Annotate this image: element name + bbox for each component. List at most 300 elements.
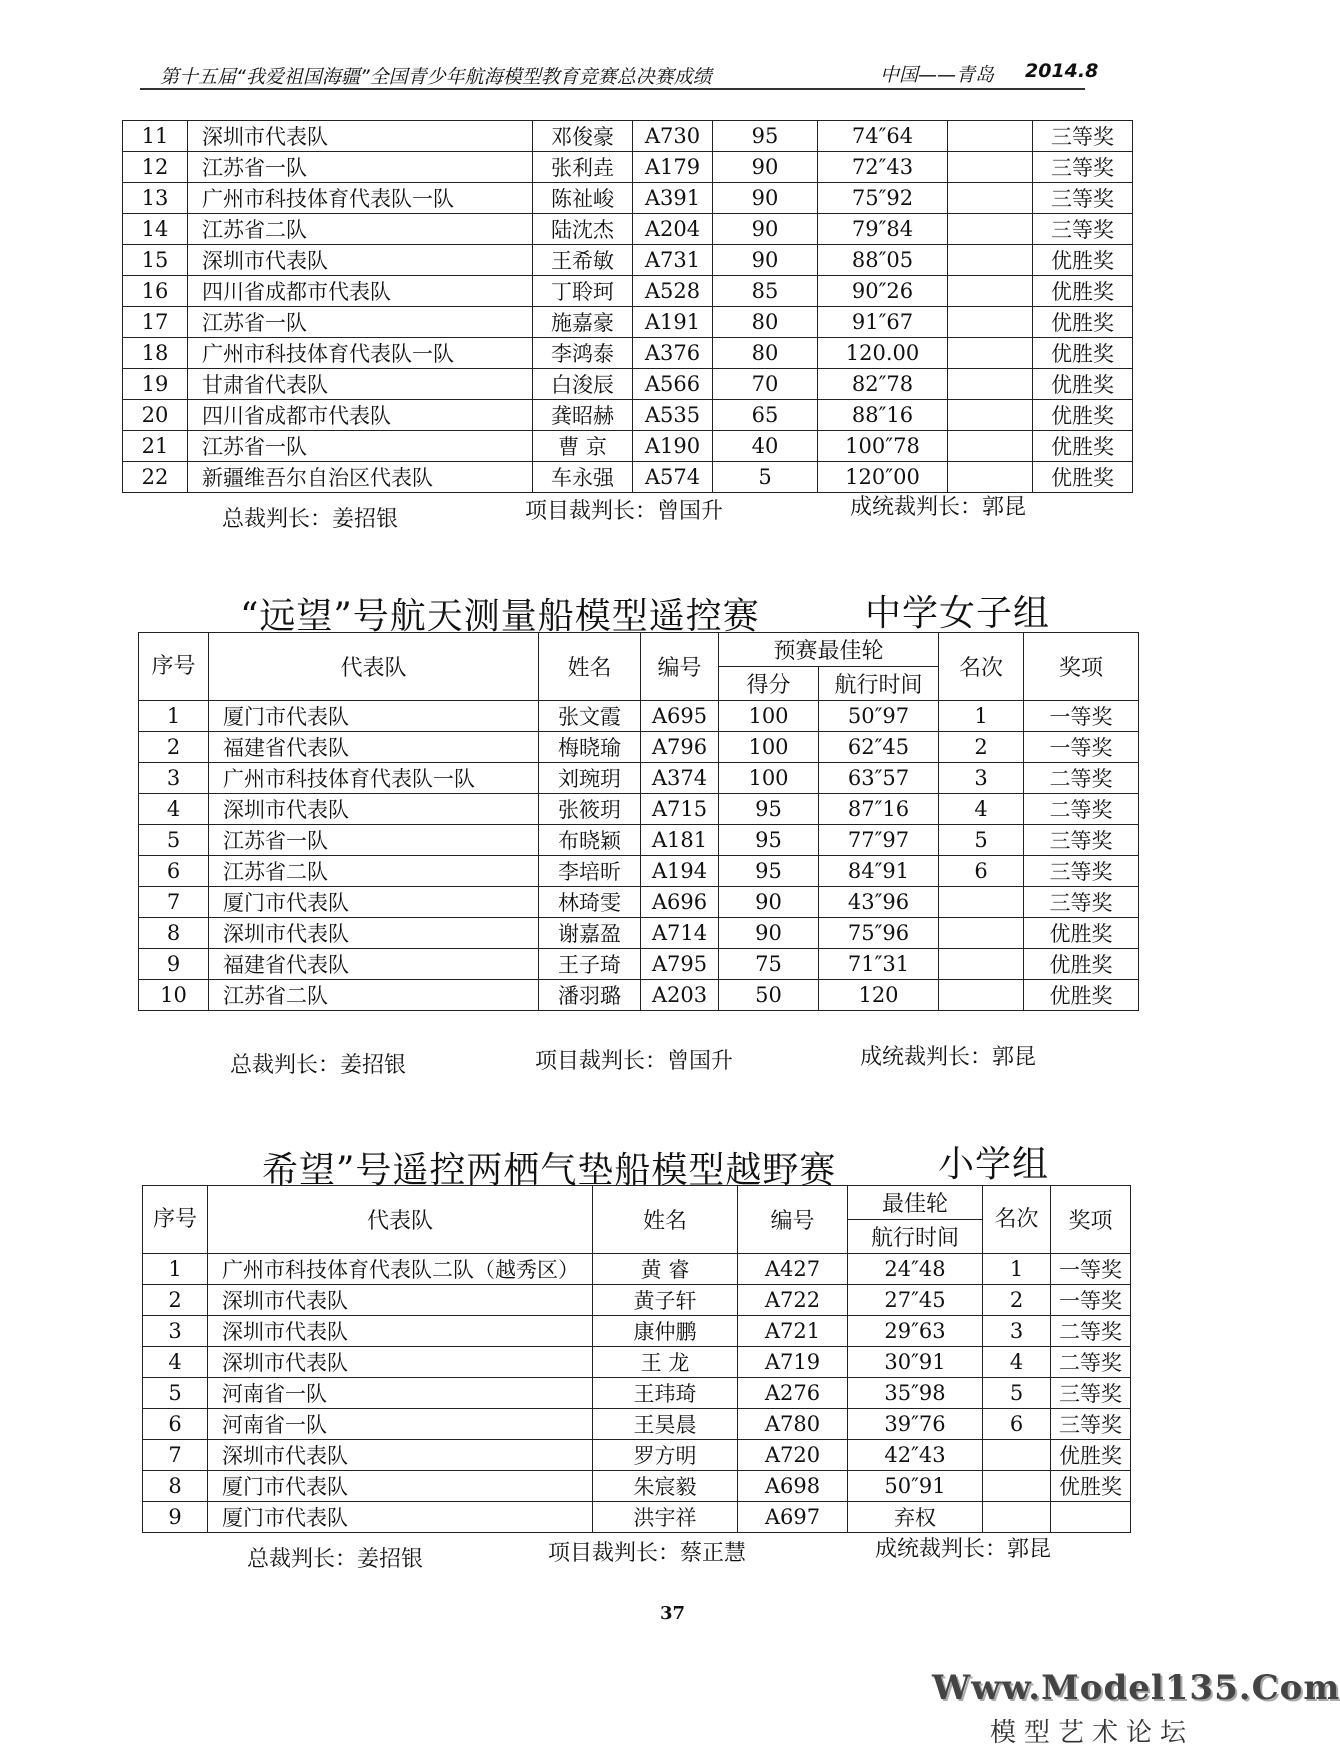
cell-no: 8 [139, 918, 209, 949]
page-number: 37 [660, 1603, 686, 1624]
cell-name: 邓俊豪 [533, 121, 633, 152]
cell-award: 优胜奖 [1051, 1471, 1131, 1502]
cell-id: A374 [641, 763, 719, 794]
t3-header-id: 编号 [738, 1186, 848, 1254]
cell-team: 河南省一队 [208, 1409, 593, 1440]
cell-id: A391 [633, 183, 713, 214]
cell-score: 95 [713, 121, 818, 152]
cell-rank [948, 400, 1033, 431]
cell-award: 二等奖 [1024, 763, 1139, 794]
cell-award: 二等奖 [1051, 1316, 1131, 1347]
cell-name: 王昊晨 [593, 1409, 738, 1440]
cell-score: 65 [713, 400, 818, 431]
cell-no: 2 [143, 1285, 208, 1316]
cell-award: 三等奖 [1033, 152, 1133, 183]
cell-time: 82″78 [818, 369, 948, 400]
table-row [143, 1471, 1131, 1502]
table-row [143, 1316, 1131, 1347]
cell-award: 优胜奖 [1033, 245, 1133, 276]
cell-rank [983, 1502, 1051, 1533]
cell-id: A181 [641, 825, 719, 856]
cell-award: 三等奖 [1033, 183, 1133, 214]
table-row [139, 918, 1139, 949]
cell-name: 施嘉豪 [533, 307, 633, 338]
cell-id: A780 [738, 1409, 848, 1440]
cell-award: 一等奖 [1051, 1285, 1131, 1316]
cell-time: 75″96 [819, 918, 939, 949]
cell-id: A697 [738, 1502, 848, 1533]
section2-group: 中学女子组 [865, 593, 1051, 634]
cell-rank [939, 980, 1024, 1011]
cell-no: 14 [123, 214, 188, 245]
cell-no: 1 [143, 1254, 208, 1285]
cell-rank: 1 [983, 1254, 1051, 1285]
cell-name: 梅晓瑜 [539, 732, 641, 763]
cell-time: 62″45 [819, 732, 939, 763]
cell-score: 90 [713, 245, 818, 276]
cell-id: A719 [738, 1347, 848, 1378]
cell-time: 39″76 [848, 1409, 983, 1440]
cell-name: 布晓颖 [539, 825, 641, 856]
cell-no: 3 [143, 1316, 208, 1347]
cell-id: A574 [633, 462, 713, 493]
cell-time: 50″91 [848, 1471, 983, 1502]
cell-no: 2 [139, 732, 209, 763]
t2-header-rank: 名次 [939, 633, 1024, 701]
cell-award: 优胜奖 [1024, 949, 1139, 980]
cell-time: 120.00 [818, 338, 948, 369]
cell-name: 李培昕 [539, 856, 641, 887]
cell-name: 谢嘉盈 [539, 918, 641, 949]
cell-name: 白浚辰 [533, 369, 633, 400]
cell-no: 19 [123, 369, 188, 400]
cell-rank: 4 [939, 794, 1024, 825]
cell-name: 洪宇祥 [593, 1502, 738, 1533]
header-place: 中国——青岛 [880, 64, 995, 86]
table2-chief-judge: 总裁判长：姜招银 [230, 1053, 407, 1078]
cell-team: 深圳市代表队 [208, 1347, 593, 1378]
table-row [139, 856, 1139, 887]
cell-team: 厦门市代表队 [208, 1471, 593, 1502]
cell-award: 三等奖 [1024, 856, 1139, 887]
table-row [123, 338, 1133, 369]
cell-id: A796 [641, 732, 719, 763]
cell-name: 张利垚 [533, 152, 633, 183]
cell-id: A715 [641, 794, 719, 825]
cell-no: 8 [143, 1471, 208, 1502]
cell-award: 三等奖 [1051, 1409, 1131, 1440]
cell-no: 12 [123, 152, 188, 183]
cell-award: 优胜奖 [1033, 431, 1133, 462]
cell-id: A731 [633, 245, 713, 276]
cell-rank [948, 152, 1033, 183]
cell-team: 厦门市代表队 [208, 1502, 593, 1533]
cell-id: A203 [641, 980, 719, 1011]
cell-score: 70 [713, 369, 818, 400]
cell-award: 三等奖 [1051, 1378, 1131, 1409]
table-row [143, 1378, 1131, 1409]
cell-rank: 5 [983, 1378, 1051, 1409]
cell-time: 50″97 [819, 701, 939, 732]
cell-time: 24″48 [848, 1254, 983, 1285]
cell-rank: 6 [983, 1409, 1051, 1440]
cell-team: 深圳市代表队 [209, 918, 539, 949]
cell-time: 79″84 [818, 214, 948, 245]
cell-rank [948, 338, 1033, 369]
cell-time: 72″43 [818, 152, 948, 183]
cell-name: 罗方明 [593, 1440, 738, 1471]
cell-no: 7 [139, 887, 209, 918]
table-row [143, 1502, 1131, 1533]
cell-rank [948, 369, 1033, 400]
cell-no: 4 [143, 1347, 208, 1378]
cell-rank [948, 245, 1033, 276]
cell-team: 厦门市代表队 [209, 701, 539, 732]
table-row [143, 1285, 1131, 1316]
cell-name: 陈祉峻 [533, 183, 633, 214]
cell-id: A204 [633, 214, 713, 245]
cell-id: A721 [738, 1316, 848, 1347]
cell-team: 厦门市代表队 [209, 887, 539, 918]
cell-no: 16 [123, 276, 188, 307]
t3-header-rank: 名次 [983, 1186, 1051, 1254]
cell-rank [948, 431, 1033, 462]
table-row [123, 121, 1133, 152]
cell-name: 康仲鹏 [593, 1316, 738, 1347]
cell-team: 四川省成都市代表队 [188, 276, 533, 307]
cell-name: 林琦雯 [539, 887, 641, 918]
header-date: 2014.8 [1025, 60, 1099, 82]
cell-no: 10 [139, 980, 209, 1011]
t3-header-name: 姓名 [593, 1186, 738, 1254]
cell-time: 90″26 [818, 276, 948, 307]
cell-score: 80 [713, 338, 818, 369]
section2-title: “远望”号航天测量船模型遥控赛 [240, 596, 760, 637]
table1-chief-judge: 总裁判长：姜招银 [222, 507, 399, 532]
cell-award: 一等奖 [1024, 732, 1139, 763]
cell-rank [939, 918, 1024, 949]
table1-scoring-judge: 成统裁判长：郭昆 [850, 495, 1027, 520]
cell-score: 100 [719, 732, 819, 763]
table-row [123, 462, 1133, 493]
header-rule [140, 88, 1085, 90]
cell-award: 优胜奖 [1033, 338, 1133, 369]
table-row [123, 245, 1133, 276]
cell-team: 广州市科技体育代表队二队（越秀区） [208, 1254, 593, 1285]
t2-header-score: 得分 [719, 667, 819, 701]
table-row [123, 152, 1133, 183]
cell-time: 100″78 [818, 431, 948, 462]
table-row [139, 825, 1139, 856]
table-row [143, 1440, 1131, 1471]
cell-time: 43″96 [819, 887, 939, 918]
t3-header-best: 最佳轮 [848, 1186, 983, 1220]
t2-header-time: 航行时间 [819, 667, 939, 701]
cell-score: 80 [713, 307, 818, 338]
table-row [143, 1347, 1131, 1378]
watermark-forum-name: 模型艺术论坛 [990, 1718, 1195, 1748]
cell-team: 福建省代表队 [209, 732, 539, 763]
cell-award [1051, 1502, 1131, 1533]
table-row [123, 369, 1133, 400]
table-row [123, 276, 1133, 307]
cell-id: A730 [633, 121, 713, 152]
cell-rank: 3 [939, 763, 1024, 794]
cell-name: 王希敏 [533, 245, 633, 276]
table-row [143, 1409, 1131, 1440]
t3-header-team: 代表队 [208, 1186, 593, 1254]
cell-no: 6 [143, 1409, 208, 1440]
cell-award: 一等奖 [1024, 701, 1139, 732]
cell-score: 5 [713, 462, 818, 493]
cell-time: 27″45 [848, 1285, 983, 1316]
cell-id: A695 [641, 701, 719, 732]
cell-time: 120″00 [818, 462, 948, 493]
cell-rank [948, 276, 1033, 307]
table-row [123, 214, 1133, 245]
cell-rank: 1 [939, 701, 1024, 732]
cell-no: 13 [123, 183, 188, 214]
cell-team: 四川省成都市代表队 [188, 400, 533, 431]
cell-team: 甘肃省代表队 [188, 369, 533, 400]
results-table-2 [138, 632, 1139, 1011]
cell-rank: 6 [939, 856, 1024, 887]
cell-award: 优胜奖 [1033, 276, 1133, 307]
cell-name: 丁聆珂 [533, 276, 633, 307]
cell-score: 90 [719, 918, 819, 949]
t3-header-time: 航行时间 [848, 1220, 983, 1254]
cell-rank [948, 121, 1033, 152]
cell-rank [983, 1440, 1051, 1471]
cell-time: 91″67 [818, 307, 948, 338]
cell-score: 100 [719, 701, 819, 732]
cell-id: A191 [633, 307, 713, 338]
cell-award: 优胜奖 [1024, 980, 1139, 1011]
cell-time: 87″16 [819, 794, 939, 825]
cell-name: 王子琦 [539, 949, 641, 980]
cell-team: 新疆维吾尔自治区代表队 [188, 462, 533, 493]
cell-team: 江苏省一队 [188, 307, 533, 338]
cell-team: 深圳市代表队 [188, 245, 533, 276]
cell-name: 曹 京 [533, 431, 633, 462]
cell-no: 22 [123, 462, 188, 493]
cell-score: 50 [719, 980, 819, 1011]
table-row [139, 887, 1139, 918]
cell-team: 深圳市代表队 [208, 1316, 593, 1347]
cell-time: 84″91 [819, 856, 939, 887]
cell-name: 李鸿泰 [533, 338, 633, 369]
cell-id: A714 [641, 918, 719, 949]
cell-score: 95 [719, 856, 819, 887]
t3-header-no: 序号 [143, 1186, 208, 1254]
cell-award: 三等奖 [1033, 121, 1133, 152]
t2-header-best: 预赛最佳轮 [719, 633, 939, 667]
cell-award: 优胜奖 [1033, 400, 1133, 431]
cell-id: A427 [738, 1254, 848, 1285]
table2-scoring-judge: 成统裁判长：郭昆 [860, 1045, 1037, 1070]
cell-time: 63″57 [819, 763, 939, 794]
cell-time: 29″63 [848, 1316, 983, 1347]
cell-no: 5 [143, 1378, 208, 1409]
cell-name: 车永强 [533, 462, 633, 493]
cell-name: 朱宸毅 [593, 1471, 738, 1502]
t2-header-team: 代表队 [209, 633, 539, 701]
cell-time: 35″98 [848, 1378, 983, 1409]
cell-time: 弃权 [848, 1502, 983, 1533]
cell-team: 河南省一队 [208, 1378, 593, 1409]
cell-award: 优胜奖 [1033, 307, 1133, 338]
cell-id: A720 [738, 1440, 848, 1471]
cell-rank [939, 949, 1024, 980]
cell-rank: 5 [939, 825, 1024, 856]
cell-award: 优胜奖 [1033, 462, 1133, 493]
cell-rank [948, 462, 1033, 493]
cell-time: 88″16 [818, 400, 948, 431]
cell-id: A528 [633, 276, 713, 307]
cell-id: A179 [633, 152, 713, 183]
cell-rank: 3 [983, 1316, 1051, 1347]
cell-team: 江苏省二队 [188, 214, 533, 245]
table3-scoring-judge: 成统裁判长：郭昆 [875, 1537, 1052, 1562]
cell-award: 三等奖 [1024, 887, 1139, 918]
watermark-url: Www.Model135.Com [932, 1668, 1340, 1708]
cell-rank [939, 887, 1024, 918]
table-row [139, 949, 1139, 980]
document-header-title: 第十五届“我爱祖国海疆”全国青少年航海模型教育竞赛总决赛成绩 [160, 66, 712, 88]
table-row [139, 732, 1139, 763]
t2-header-id: 编号 [641, 633, 719, 701]
cell-score: 95 [719, 825, 819, 856]
cell-no: 9 [139, 949, 209, 980]
cell-no: 1 [139, 701, 209, 732]
section3-title: 希望”号遥控两栖气垫船模型越野赛 [262, 1150, 837, 1191]
cell-id: A194 [641, 856, 719, 887]
results-table-1 [122, 120, 1133, 493]
cell-score: 95 [719, 794, 819, 825]
cell-score: 90 [713, 214, 818, 245]
cell-team: 深圳市代表队 [209, 794, 539, 825]
cell-no: 21 [123, 431, 188, 462]
cell-score: 85 [713, 276, 818, 307]
cell-name: 张文霞 [539, 701, 641, 732]
cell-name: 张筱玥 [539, 794, 641, 825]
cell-id: A696 [641, 887, 719, 918]
cell-team: 江苏省一队 [188, 431, 533, 462]
table-row [123, 431, 1133, 462]
table-row [123, 183, 1133, 214]
cell-award: 三等奖 [1024, 825, 1139, 856]
table-row [139, 980, 1139, 1011]
cell-no: 7 [143, 1440, 208, 1471]
cell-team: 江苏省一队 [188, 152, 533, 183]
cell-time: 74″64 [818, 121, 948, 152]
cell-id: A722 [738, 1285, 848, 1316]
table3-chief-judge: 总裁判长：姜招银 [247, 1547, 424, 1572]
cell-name: 陆沈杰 [533, 214, 633, 245]
cell-id: A795 [641, 949, 719, 980]
cell-no: 20 [123, 400, 188, 431]
cell-rank [948, 183, 1033, 214]
t2-header-no: 序号 [139, 633, 209, 701]
cell-score: 90 [713, 152, 818, 183]
cell-name: 黄 睿 [593, 1254, 738, 1285]
cell-award: 优胜奖 [1051, 1440, 1131, 1471]
cell-id: A190 [633, 431, 713, 462]
cell-no: 15 [123, 245, 188, 276]
cell-no: 9 [143, 1502, 208, 1533]
cell-id: A276 [738, 1378, 848, 1409]
cell-name: 潘羽璐 [539, 980, 641, 1011]
cell-team: 江苏省二队 [209, 856, 539, 887]
table-row [139, 794, 1139, 825]
cell-no: 4 [139, 794, 209, 825]
results-table-3 [142, 1185, 1131, 1533]
cell-time: 71″31 [819, 949, 939, 980]
section3-group: 小学组 [938, 1144, 1050, 1185]
t3-header-award: 奖项 [1051, 1186, 1131, 1254]
cell-rank: 2 [939, 732, 1024, 763]
cell-time: 42″43 [848, 1440, 983, 1471]
cell-team: 深圳市代表队 [208, 1285, 593, 1316]
cell-name: 王玮琦 [593, 1378, 738, 1409]
cell-id: A376 [633, 338, 713, 369]
cell-name: 刘琬玥 [539, 763, 641, 794]
table-row [123, 307, 1133, 338]
cell-name: 龚昭赫 [533, 400, 633, 431]
cell-team: 深圳市代表队 [208, 1440, 593, 1471]
cell-score: 90 [713, 183, 818, 214]
cell-time: 75″92 [818, 183, 948, 214]
cell-time: 120 [819, 980, 939, 1011]
cell-score: 100 [719, 763, 819, 794]
cell-score: 90 [719, 887, 819, 918]
cell-id: A535 [633, 400, 713, 431]
cell-team: 福建省代表队 [209, 949, 539, 980]
table1-project-judge: 项目裁判长：曾国升 [525, 499, 724, 524]
cell-team: 深圳市代表队 [188, 121, 533, 152]
cell-time: 88″05 [818, 245, 948, 276]
cell-award: 三等奖 [1033, 214, 1133, 245]
cell-name: 黄子轩 [593, 1285, 738, 1316]
cell-time: 77″97 [819, 825, 939, 856]
table-row [123, 400, 1133, 431]
cell-no: 5 [139, 825, 209, 856]
cell-award: 优胜奖 [1024, 918, 1139, 949]
cell-team: 江苏省二队 [209, 980, 539, 1011]
cell-team: 广州市科技体育代表队一队 [188, 183, 533, 214]
t2-header-award: 奖项 [1024, 633, 1139, 701]
cell-award: 二等奖 [1051, 1347, 1131, 1378]
cell-rank [948, 307, 1033, 338]
cell-id: A698 [738, 1471, 848, 1502]
table-row [139, 763, 1139, 794]
table2-project-judge: 项目裁判长：曾国升 [535, 1049, 734, 1074]
cell-rank [983, 1471, 1051, 1502]
cell-rank [948, 214, 1033, 245]
cell-score: 40 [713, 431, 818, 462]
table-row [143, 1254, 1131, 1285]
cell-no: 3 [139, 763, 209, 794]
cell-name: 王 龙 [593, 1347, 738, 1378]
cell-id: A566 [633, 369, 713, 400]
cell-score: 75 [719, 949, 819, 980]
table-row [139, 701, 1139, 732]
cell-team: 广州市科技体育代表队一队 [188, 338, 533, 369]
cell-team: 广州市科技体育代表队一队 [209, 763, 539, 794]
cell-award: 一等奖 [1051, 1254, 1131, 1285]
cell-no: 11 [123, 121, 188, 152]
cell-no: 18 [123, 338, 188, 369]
